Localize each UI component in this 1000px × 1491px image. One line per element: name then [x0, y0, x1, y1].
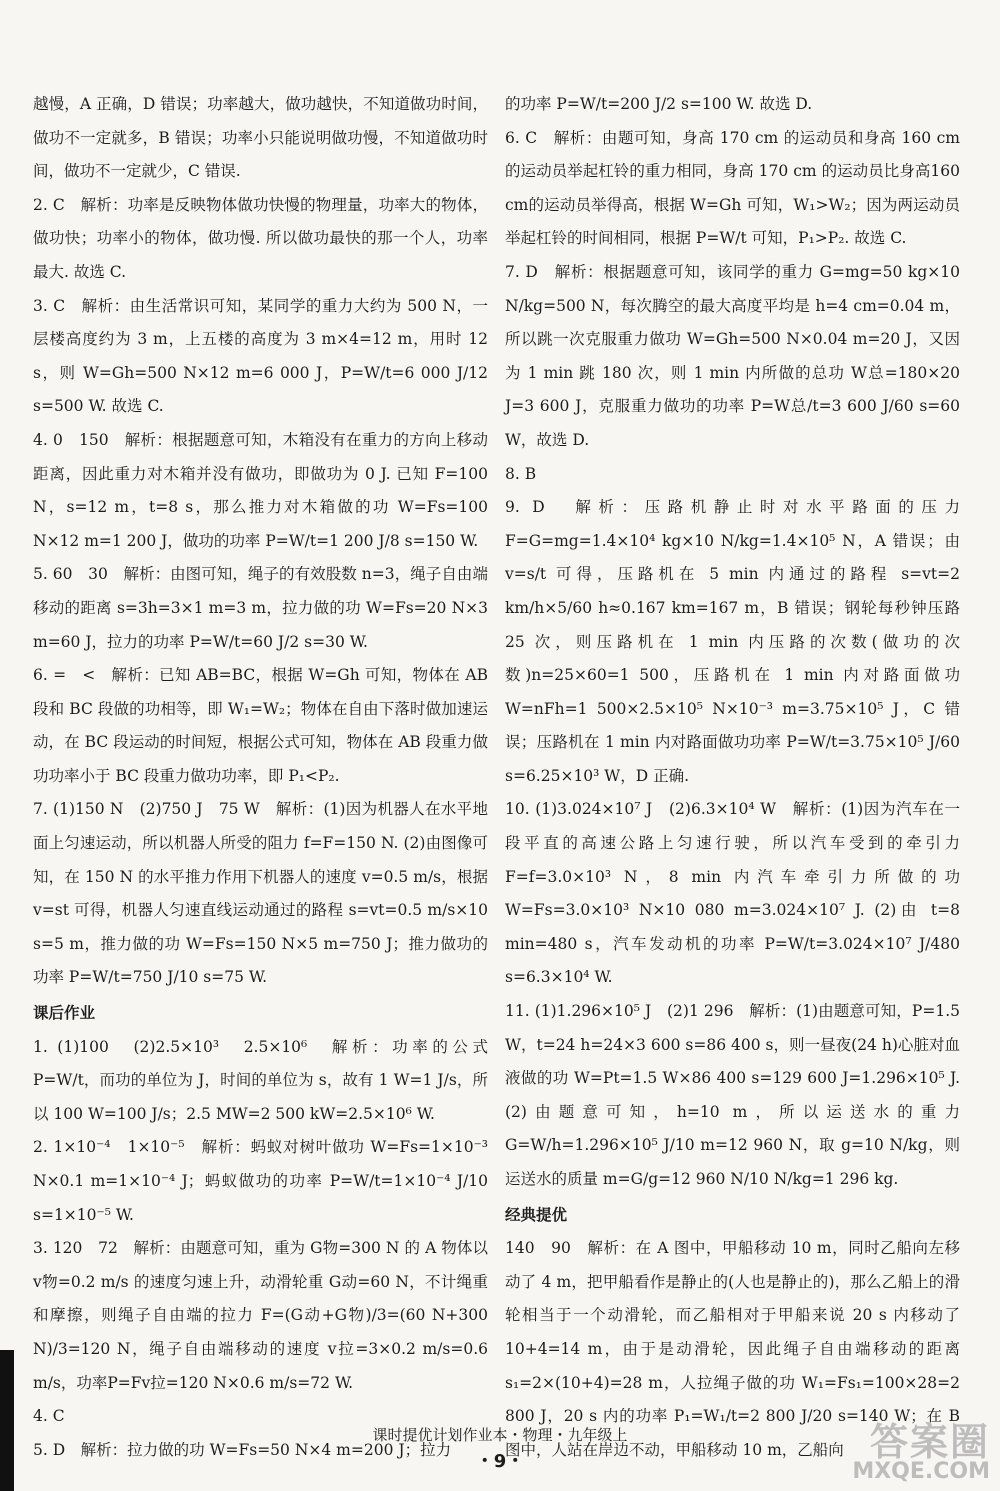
watermark-logo — [852, 1420, 990, 1484]
section-heading: 经典提优 — [505, 1205, 568, 1224]
answer-paragraph: 2. C 解析：功率是反映物体做功快慢的物理量，功率大的物体，做功快；功率小的物体，做功慢. 所以做功最快的那一个人，功率最大. 故选 C. — [33, 195, 488, 281]
book-title: 课时提优计划作业本・物理・九年级上 — [372, 1426, 628, 1444]
right-column — [505, 88, 960, 1467]
answer-paragraph: 6. C 解析：由题可知，身高 170 cm 的运动员和身高 160 cm 的运动员举起杠铃的重力相同，身高 170 cm 的运动员比身高160 cm的运动员举得高，根据 W=Gh 可知，W₁>W₂；因为两运动员举起杠铃的时间相同，根据 P=W/t 可知，P₁>P₂. 故选 C. — [505, 128, 960, 248]
answer-paragraph: 7. D 解析：根据题意可知，该同学的重力 G=mg=50 kg×10 N/kg=500 N，每次腾空的最大高度平均是 h=4 cm=0.04 m，所以跳一次克服重力做功 W=Gh=500 N×0.04 m=20 J，又因为 1 min 跳 180 次，则 1 min 内所做的总功 W总=180×20 J=3 600 J，克服重力做功的功率 P=W总/t=3 600 J/60 s=60 W，故选 D. — [505, 262, 960, 449]
answer-paragraph: 140 90 解析：在 A 图中，甲船移动 10 m，同时乙船向左移动了 4 m，把甲船看作是静止的(人也是静止的)，那么乙船上的滑轮相当于一个动滑轮，而乙船相对于甲船来说 20 s 内移动了 10+4=14 m，由于是动滑轮，因此绳子自由端移动的距离 s₁=2×(10+4)=28 m，人拉绳子做的功 W₁=Fs₁=100×28=2 800 J，20 s 内的功率 P₁=W₁/t=2 800 J/20 s=140 W；在 B 图中，人站在岸边不动，甲船移动 10 m，乙船向 — [505, 1239, 960, 1459]
answer-paragraph: 11. (1)1.296×10⁵ J (2)1 296 解析：(1)由题意可知，P=1.5 W，t=24 h=24×3 600 s=86 400 s，则一昼夜(24 h)心脏对血液做的功 W=Pt=1.5 W×86 400 s=129 600 J=1.296×10⁵ J. (2)由题意可知，h=10 m，所以运送水的重力 G=W/h=1.296×10⁵ J/10 m=12 960 N，取 g=10 N/kg，则运送水的质量 m=G/g=12 960 N/10 N/kg=1 296 kg. — [505, 1002, 960, 1188]
section-heading: 课后作业 — [33, 1004, 96, 1023]
answer-paragraph: 的功率 P=W/t=200 J/2 s=100 W. 故选 D. — [505, 95, 813, 113]
answer-paragraph: 6. = < 解析：已知 AB=BC，根据 W=Gh 可知，物体在 AB 段和 BC 段做的功相等，即 W₁=W₂；物体在自由下落时做加速运动，在 BC 段运动的时间短，根据公式可知，物体在 AB 段重力做功功率小于 BC 段重力做功功率，即 P₁<P₂. — [33, 666, 488, 785]
answer-paragraph: 3. 120 72 解析：由题意可知，重为 G物=300 N 的 A 物体以 v物=0.2 m/s 的速度匀速上升，动滑轮重 G动=60 N，不计绳重和摩擦，则绳子自由端的拉力 F=(G动+G物)/3=(60 N+300 N)/3=120 N，绳子自由端移动的速度 v拉=3×0.2 m/s=0.6 m/s，功率P=Fv拉=120 N×0.6 m/s=72 W. — [33, 1239, 488, 1392]
answer-paragraph: 8. B — [505, 464, 537, 483]
answer-paragraph: 1. (1)100 (2)2.5×10³ 2.5×10⁶ 解析：功率的公式 P=W/t，而功的单位为 J，时间的单位为 s，故有 1 W=1 J/s，所以 100 W=100 J/s；2.5 MW=2 500 kW=2.5×10⁶ W. — [33, 1037, 488, 1123]
page-number: ・9・ — [475, 1451, 525, 1472]
watermark-text: 答案圈 — [869, 1420, 990, 1464]
left-column — [33, 88, 488, 1467]
answer-paragraph: 4. 0 150 解析：根据题意可知，木箱没有在重力的方向上移动距离，因此重力对木箱并没有做功，即做功为 0 J. 已知 F=100 N，s=12 m，t=8 s，那么推力对木箱做的功 W=Fs=100 N×12 m=1 200 J，做功的功率 P=W/t=1 200 J/8 s=150 W. — [33, 430, 488, 550]
answer-paragraph: 越慢，A 正确，D 错误；功率越大，做功越快，不知道做功时间，做功不一定就多，B 错误；功率小只能说明做功慢，不知道做功时间，做功不一定就少，C 错误. — [33, 95, 488, 181]
answer-paragraph: 5. 60 30 解析：由图可知，绳子的有效股数 n=3，绳子自由端移动的距离 s=3h=3×1 m=3 m，拉力做的功 W=Fs=20 N×3 m=60 J，拉力的功率 P=W/t=60 J/2 s=30 W. — [33, 565, 488, 651]
answer-paragraph: 4. C — [33, 1407, 65, 1426]
answer-paragraph: 5. D 解析：拉力做的功 W=Fs=50 N×4 m=200 J；拉力 — [33, 1440, 452, 1459]
answer-paragraph: 7. (1)150 N (2)750 J 75 W 解析：(1)因为机器人在水平地面上匀速运动，所以机器人所受的阻力 f=F=150 N. (2)由图像可知，在 150 N 的水平推力作用下机器人的速度 v=0.5 m/s，根据 v=st 可得，机器人匀速直线运动通过的路程 s=vt=0.5 m/s×10 s=5 m，推力做的功 W=Fs=150 N×5 m=750 J；推力做功的功率 P=W/t=750 J/10 s=75 W. — [33, 800, 488, 987]
answer-paragraph: 2. 1×10⁻⁴ 1×10⁻⁵ 解析：蚂蚁对树叶做功 W=Fs=1×10⁻³ N×0.1 m=1×10⁻⁴ J；蚂蚁做功的功率 P=W/t=1×10⁻⁴ J/10 s=1×10⁻⁵ W. — [33, 1138, 488, 1224]
watermark-url: MXQE.COM — [852, 1459, 990, 1484]
answer-paragraph: 9. D 解析：压路机静止时对水平路面的压力 F=G=mg=1.4×10⁴ kg×10 N/kg=1.4×10⁵ N，A 错误；由 v=s/t 可得，压路机在 5 min 内通过的路程 s=vt=2 km/h×5/60 h≈0.167 km=167 m，B 错误；钢轮每秒钟压路 25 次，则压路机在 1 min 内压路的次数(做功的次数)n=25×60=1 500，压路机在 1 min 内对路面做功 W=nFh=1 500×2.5×10⁵ N×10⁻³ m=3.75×10⁵ J，C 错误；压路机在 1 min 内对路面做功功率 P=W/t=3.75×10⁵ J/60 s=6.25×10³ W，D 正确. — [505, 498, 960, 785]
answer-paragraph: 10. (1)3.024×10⁷ J (2)6.3×10⁴ W 解析：(1)因为汽车在一段平直的高速公路上匀速行驶，所以汽车受到的牵引力 F=f=3.0×10³ N，8 min 内汽车牵引力所做的功 W=Fs=3.0×10³ N×10 080 m=3.024×10⁷ J. (2)由 t=8 min=480 s，汽车发动机的功率 P=W/t=3.024×10⁷ J/480 s=6.3×10⁴ W. — [505, 800, 960, 987]
answer-paragraph: 3. C 解析：由生活常识可知，某同学的重力大约为 500 N，一层楼高度约为 3 m，上五楼的高度为 3 m×4=12 m，用时 12 s，则 W=Gh=500 N×12 m=6 000 J，P=W/t=6 000 J/12 s=500 W. 故选 C. — [33, 296, 488, 416]
